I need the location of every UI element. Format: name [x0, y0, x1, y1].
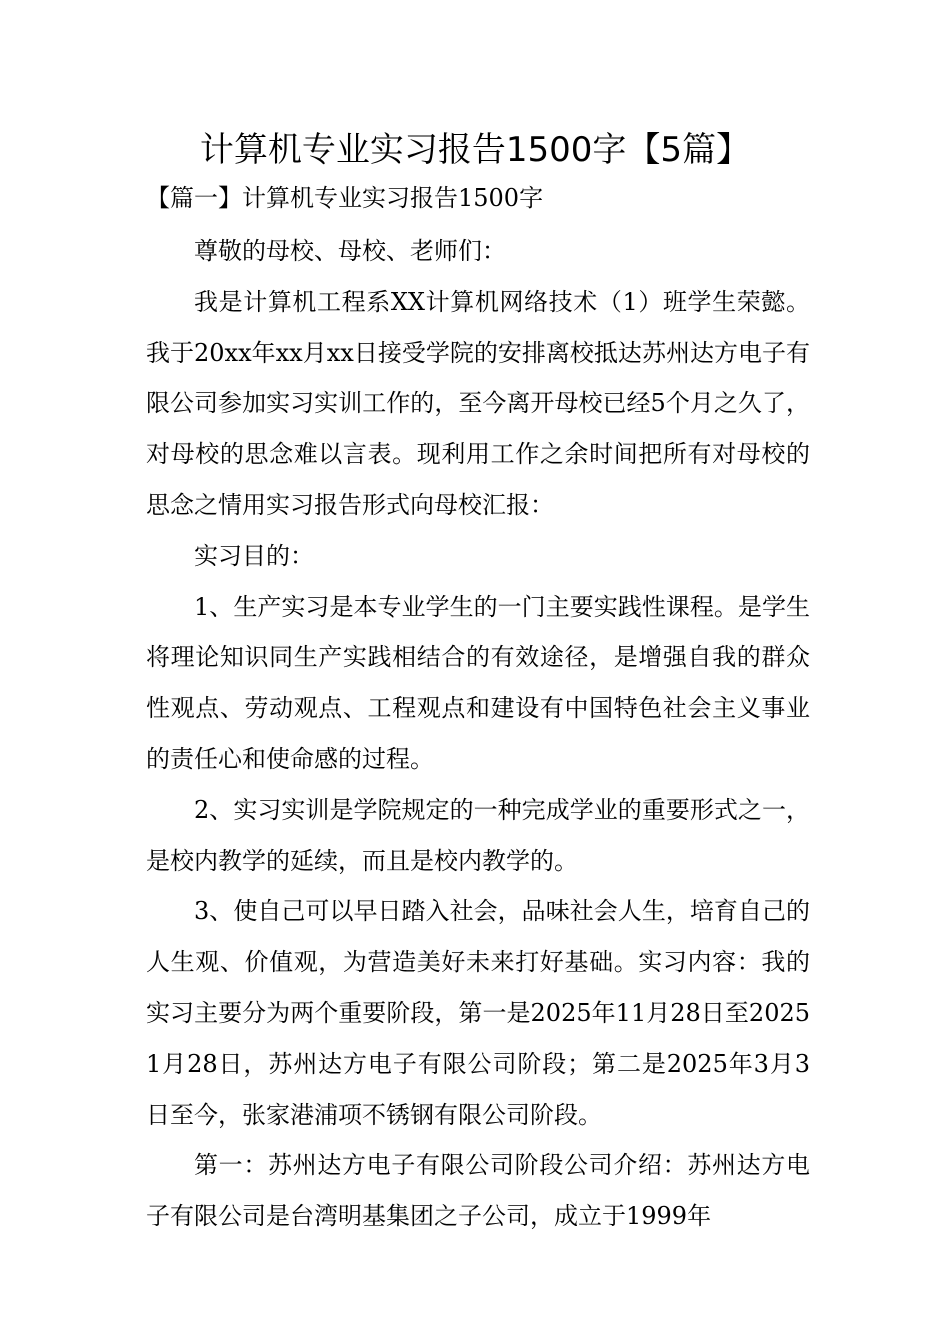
- document-title: 计算机专业实习报告1500字【5篇】: [199, 130, 751, 170]
- paragraph-stage-one: 第一：苏州达方电子有限公司阶段公司介绍：苏州达方电子有限公司是台湾明基集团之子公司，成立于1999年: [146, 1151, 810, 1231]
- paragraph-purpose-2: 2、实习实训是学院规定的一种完成学业的重要形式之一，是校内教学的延续，而且是校内教学的。: [146, 795, 810, 875]
- paragraph-purpose-1: 1、生产实习是本专业学生的一门主要实践性课程。是学生将理论知识同生产实践相结合的有效途径，是增强自我的群众性观点、劳动观点、工程观点和建设有中国特色社会主义事业的责任心和使命感的过程。: [146, 592, 810, 773]
- paragraph-introduction: 我是计算机工程系XX计算机网络技术（1）班学生荣懿。我于20xx年xx月xx日接受学院的安排离校抵达苏州达方电子有限公司参加实习实训工作的，至今离开母校已经5个月之久了，对母校的思念难以言表。现利用工作之余时间把所有对母校的思念之情用实习报告形式向母校汇报：: [146, 287, 810, 519]
- document-body: [146, 226, 810, 1242]
- paragraph-purpose-3: 3、使自己可以早日踏入社会，品味社会人生，培育自己的人生观、价值观，为营造美好未来打好基础。实习内容：我的实习主要分为两个重要阶段，第一是2025年11月28日至20251月28日，苏州达方电子有限公司阶段；第二是2025年3月3日至今，张家港浦项不锈钢有限公司阶段。: [146, 897, 810, 1129]
- paragraph-salutation: 尊敬的母校、母校、老师们：: [194, 237, 506, 265]
- section-heading: 【篇一】计算机专业实习报告1500字: [146, 184, 544, 212]
- paragraph-purpose-heading: 实习目的：: [194, 541, 314, 570]
